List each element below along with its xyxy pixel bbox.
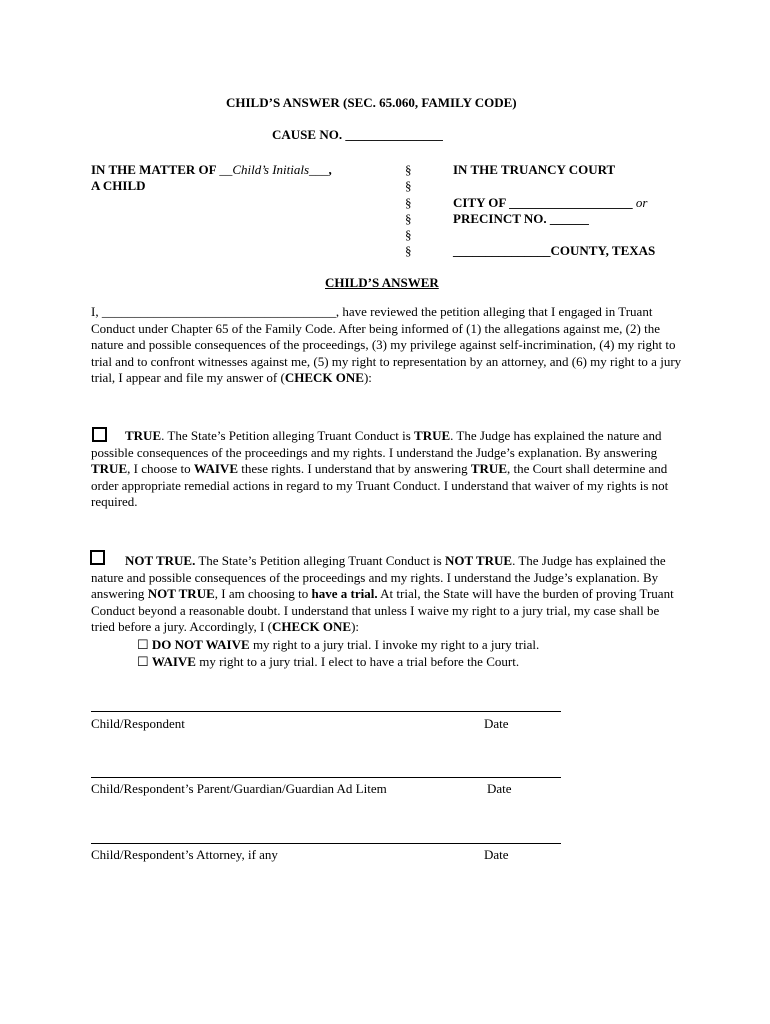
not-true-text: The State’s Petition alleging Truant Conduct is — [195, 553, 445, 568]
signature-date-child: Date — [484, 716, 509, 731]
signature-date-attorney: Date — [484, 847, 509, 862]
true-text: , the Court shall determine and order appropriate remedial actions in regard to my Truant Conduct. I understand that waiver of my rights is not required. — [91, 461, 669, 509]
section-symbol: § — [405, 227, 412, 243]
not-true-label: NOT TRUE. — [125, 553, 196, 568]
do-not-waive-option[interactable] — [137, 637, 539, 653]
intro-close: ): — [363, 370, 372, 385]
cause-number: CAUSE NO. _______________ — [272, 127, 443, 142]
intro-paragraph — [91, 304, 683, 387]
true-text: . The State’s Petition alleging Truant Conduct is — [161, 428, 415, 443]
waive-text: my right to a jury trial. I elect to have a trial before the Court. — [195, 654, 520, 669]
not-true-text: . The Judge has explained the nature and possible consequences of the proceedings and my rights. I understand the Judge’s explanation. By answering — [91, 553, 666, 601]
section-symbol: § — [405, 210, 412, 226]
do-not-waive-checkbox[interactable]: ☐ — [137, 637, 149, 652]
true-paragraph — [91, 428, 683, 511]
city-label: CITY OF ___________________ — [453, 195, 633, 210]
signature-label-parent: Child/Respondent’s Parent/Guardian/Guardian Ad Litem — [91, 781, 387, 796]
true-text: , I choose to — [127, 461, 194, 476]
signature-line-child[interactable] — [91, 711, 561, 712]
child-initials: __Child’s Initials___ — [219, 162, 329, 177]
answer-heading: CHILD’S ANSWER — [325, 275, 439, 290]
waive-checkbox[interactable]: ☐ — [137, 654, 149, 669]
signature-label-child: Child/Respondent — [91, 716, 185, 731]
check-one-label: CHECK ONE — [284, 370, 364, 385]
intro-text: I, ____________________________________, have reviewed the petition alleging that I engaged in Truant Conduct under Chapter 65 of the Family Code. After being informed of (1) the allegations against me, (2) the nature and possible consequences of the proceedings, (3) my privilege against self-incrimination, (4) my right to trial and to confront witnesses against me, (5) my right to representation by an attorney, and (6) my right to a jury trial, I appear and file my answer of ( — [91, 304, 682, 385]
county-line: _______________COUNTY, TEXAS — [453, 243, 656, 258]
true-text: . The Judge has explained the nature and possible consequences of the proceedings and my rights. I understand the Judge’s explanation. By answering — [91, 428, 662, 460]
not-true-text: , I am choosing to — [214, 586, 312, 601]
not-true-text: At trial, the State will have the burden of proving Truant Conduct beyond a reasonable doubt. I understand that unless I waive my right to a jury trial, my case shall be tried before a jury. Accordingly, I ( — [91, 586, 674, 634]
section-symbol: § — [405, 194, 412, 210]
true-label: TRUE — [125, 428, 162, 443]
signature-line-parent[interactable] — [91, 777, 561, 778]
section-symbol: § — [405, 178, 412, 194]
court-name: IN THE TRUANCY COURT — [453, 162, 616, 177]
waive-label: WAIVE — [151, 654, 196, 669]
signature-line-attorney[interactable] — [91, 843, 561, 844]
true-emphasis: TRUE — [91, 461, 128, 476]
have-trial-emphasis: have a trial. — [311, 586, 378, 601]
waive-emphasis: WAIVE — [193, 461, 238, 476]
section-symbol: § — [405, 162, 412, 177]
true-emphasis: TRUE — [414, 428, 451, 443]
section-symbol: § — [405, 243, 412, 259]
not-true-emphasis: NOT TRUE — [444, 553, 513, 568]
section-symbols — [405, 162, 412, 260]
a-child-label: A CHILD — [91, 178, 146, 193]
do-not-waive-label: DO NOT WAIVE — [151, 637, 250, 652]
precinct-line: PRECINCT NO. ______ — [453, 211, 589, 226]
true-text: these rights. I understand that by answering — [238, 461, 471, 476]
not-true-paragraph — [91, 553, 683, 636]
signature-label-attorney: Child/Respondent’s Attorney, if any — [91, 847, 278, 862]
document-title: CHILD’S ANSWER (SEC. 65.060, FAMILY CODE) — [226, 95, 517, 110]
waive-option[interactable] — [137, 654, 519, 670]
matter-of-line — [91, 162, 332, 178]
signature-date-parent: Date — [487, 781, 512, 796]
not-true-emphasis: NOT TRUE — [147, 586, 215, 601]
do-not-waive-text: my right to a jury trial. I invoke my right to a jury trial. — [249, 637, 540, 652]
matter-of-comma: , — [328, 162, 332, 177]
true-emphasis: TRUE — [470, 461, 507, 476]
city-or: or — [635, 195, 648, 210]
not-true-text: ): — [351, 619, 360, 634]
city-line — [453, 195, 647, 211]
matter-of-label: IN THE MATTER OF — [91, 162, 220, 177]
check-one-label: CHECK ONE — [271, 619, 352, 634]
